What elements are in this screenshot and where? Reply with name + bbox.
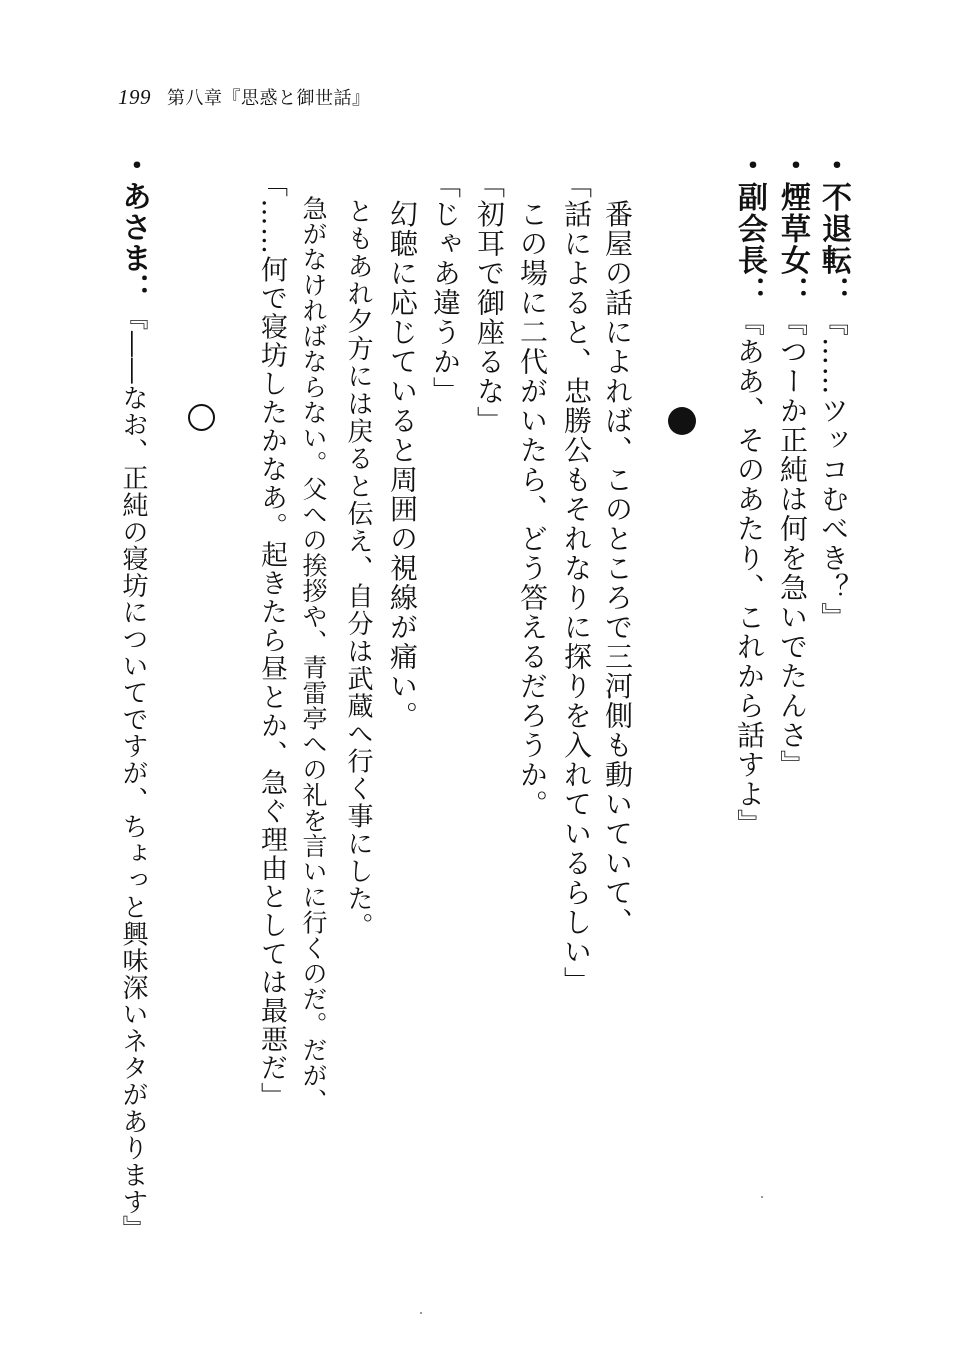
bullet: ・ xyxy=(116,150,151,181)
narrative-line-3: この場に二代がいたら、どう答えるだろうか。 xyxy=(516,170,549,819)
dialogue-text: 『ああ、そのあたり、これから話すよ』 xyxy=(733,307,766,839)
speaker-colon: ： xyxy=(816,276,851,308)
narrative-line-5: 「じゃあ違うか」 xyxy=(429,170,462,406)
narrative-line-6: 幻聴に応じていると周囲の視線が痛い。 xyxy=(386,170,419,731)
bullet: ・ xyxy=(816,150,851,182)
dialogue-text: 『――なお、正純の寝坊についてですが、ちょっと興味深いネタがあります』 xyxy=(118,304,148,1243)
running-header xyxy=(118,84,371,110)
narrative-line-8: 急がなければならない。父への挨拶や、青雷亭への礼を言いに行くのだ。だが、 xyxy=(299,170,328,1114)
scan-speck xyxy=(420,1312,422,1314)
dialogue-line-tabakoonna xyxy=(775,150,810,780)
narrative-line-7: ともあれ夕方には戻ると伝え、自分は武蔵へ行く事にした。 xyxy=(343,170,373,940)
chapter-title: 第八章『思惑と御世話』 xyxy=(167,88,371,108)
dialogue-line-fukukaicho xyxy=(732,150,767,839)
speaker-name: 不退転 xyxy=(816,181,851,276)
section-break-white-circle xyxy=(188,404,215,431)
narrative-line-1: 番屋の話によれば、このところで三河側も動いていて、 xyxy=(601,170,634,937)
narrative-line-2: 「話によると、忠勝公もそれなりに探りを入れているらしい」 xyxy=(560,170,593,996)
speaker-colon: ： xyxy=(732,276,767,308)
page-number: 199 xyxy=(118,85,151,109)
bullet: ・ xyxy=(732,150,767,182)
speaker-name: 副会長 xyxy=(732,181,767,276)
speaker-name: 煙草女 xyxy=(775,181,810,276)
dialogue-text: 『つーか正純は何を急いでたんさ』 xyxy=(776,307,809,780)
section-break-black-circle xyxy=(668,407,696,435)
dialogue-line-asama xyxy=(116,150,151,1243)
speaker-colon: ： xyxy=(775,276,810,308)
narrative-line-9: 「……何で寝坊したかなあ。起きたら昼とか、急ぐ理由としては最悪だ」 xyxy=(256,170,287,1111)
dialogue-line-futaiten xyxy=(816,150,851,632)
scan-speck xyxy=(761,1196,763,1198)
speaker-colon: ： xyxy=(116,273,151,305)
speaker-name: あさま xyxy=(116,180,151,274)
narrative-line-4: 「初耳で御座るな」 xyxy=(473,170,506,436)
bullet: ・ xyxy=(775,150,810,182)
dialogue-text: 『……ツッコむべき？』 xyxy=(817,307,850,632)
